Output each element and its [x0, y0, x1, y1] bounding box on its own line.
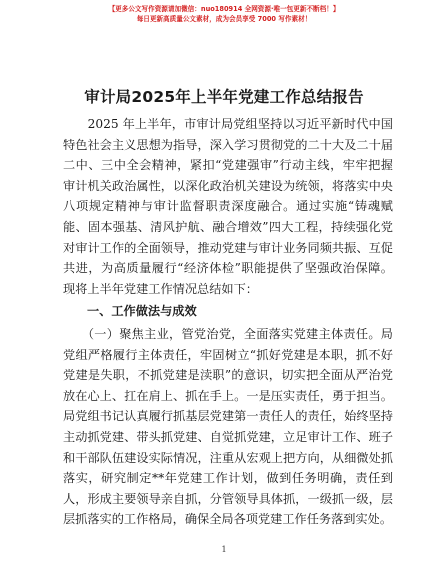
paragraph-line: 和干部队伍建设实际情况，注重从宏观上把方向，从细微处抓: [63, 450, 393, 465]
paragraph-line: 对审计工作的全面领导，推动党建与审计业务同频共振、互促: [63, 240, 393, 255]
document-body: [63, 114, 393, 530]
paragraph-line: 二中、三中全会精神，紧扣“党建强审”行动主线，牢牢把握: [63, 158, 393, 173]
paragraph-line: 现将上半年党建工作情况总结如下：: [63, 281, 258, 296]
paragraph-line: 党组严格履行主体责任，牢固树立“抓好党建是本职，抓不好: [63, 347, 393, 362]
paragraph-line: 能、固本强基、清风护航、融合增效”四大工程，持续强化党: [63, 219, 393, 234]
paragraph-line: （一）聚焦主业，管党治党，全面落实党建主体责任。局: [63, 326, 393, 341]
paragraph-line: 八项规定精神与审计监督职责深度融合。通过实施“铸魂赋: [63, 199, 393, 214]
paragraph-1: [63, 114, 393, 299]
paragraph-line: 审计机关政治属性，以深化政治机关建设为统领，将落实中央: [63, 178, 393, 193]
paragraph-line: 放在心上、扛在肩上、抓在手上。一是压实责任，勇于担当。: [63, 388, 393, 403]
paragraph-line: 局党组书记认真履行抓基层党建第一责任人的责任，始终坚持: [63, 409, 393, 424]
promo-banner-line-2: 每日更新高质量公文素材，成为会员享受 7000 写作素材！: [136, 15, 312, 23]
paragraph-line: 2025 年上半年，市审计局党组坚持以习近平新时代中国: [63, 117, 393, 131]
paragraph-line: 主动抓党建、带头抓党建、自觉抓党建，立足审计工作、班子: [63, 429, 393, 444]
paragraph-line: 共进，为高质量履行“经济体检”职能提供了坚强政治保障。: [63, 261, 393, 276]
promo-banner: [0, 4, 448, 24]
paragraph-2: [63, 324, 393, 530]
paragraph-line: 落实，研究制定**年党建工作计划，做到任务明确，责任到: [63, 471, 393, 486]
paragraph-line: 党建是失职，不抓党建是渎职”的意识，切实把全面从严治党: [63, 368, 393, 383]
paragraph-line: 特色社会主义思想为指导，深入学习贯彻党的二十大及二十届: [63, 137, 393, 152]
promo-banner-line-1: 【更多公文写作资源请加微信：nuo180914 全网资源·唯一包更新不断档！】: [108, 5, 340, 13]
document-title: 审计局2025年上半年党建工作总结报告: [84, 88, 364, 106]
paragraph-line: 层抓落实的工作格局，确保全局各项党建工作任务落到实处。: [63, 512, 393, 527]
page-number: 1: [221, 545, 227, 554]
paragraph-line: 人，形成主要领导亲自抓，分管领导具体抓，一级抓一级，层: [63, 491, 393, 506]
section-heading: 一、工作做法与成效: [87, 304, 197, 319]
